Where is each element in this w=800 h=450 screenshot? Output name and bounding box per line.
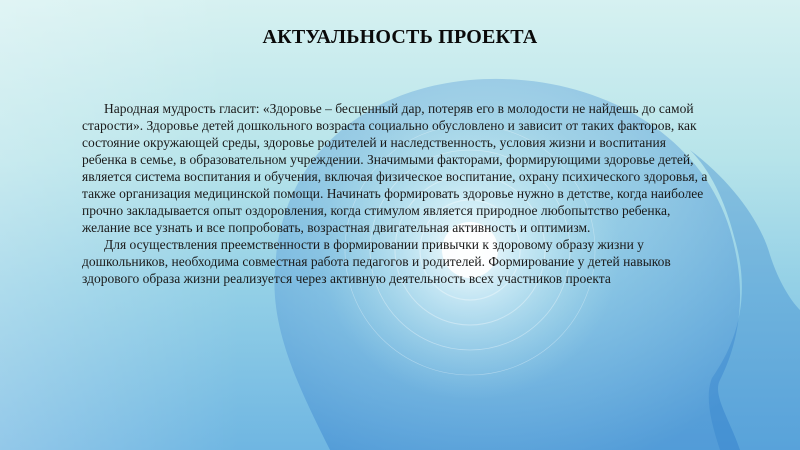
- body-text: [82, 100, 712, 287]
- paragraph-1: Народная мудрость гласит: «Здоровье – бесценный дар, потеряв его в молодости не найдешь до самой старости». Здоровье детей дошкольного возраста социально обусловлено и зависит от таких факторов, как состояние окружающей среды, здоровье родителей и наследственность, условия жизни и воспитания ребенка в семье, в образовательном учреждении. Значимыми факторами, формирующими здоровье детей, является система воспитания и обучения, включая физическое воспитание, охрану психического здоровья, а также организация медицинской помощи. Начинать формировать здоровье нужно в детстве, когда наиболее прочно закладывается опыт оздоровления, когда стимулом является природное любопытство ребенка, желание все узнать и все попробовать, возрастная двигательная активность и оптимизм.: [82, 101, 708, 235]
- slide-title: АКТУАЛЬНОСТЬ ПРОЕКТА: [262, 26, 538, 48]
- paragraph-2: Для осуществления преемственности в формировании привычки к здоровому образу жизни у дошкольников, необходима совместная работа педагогов и родителей. Формирование у детей навыков здорового образа жизни реализуется через активную деятельность всех участников проекта: [82, 237, 671, 286]
